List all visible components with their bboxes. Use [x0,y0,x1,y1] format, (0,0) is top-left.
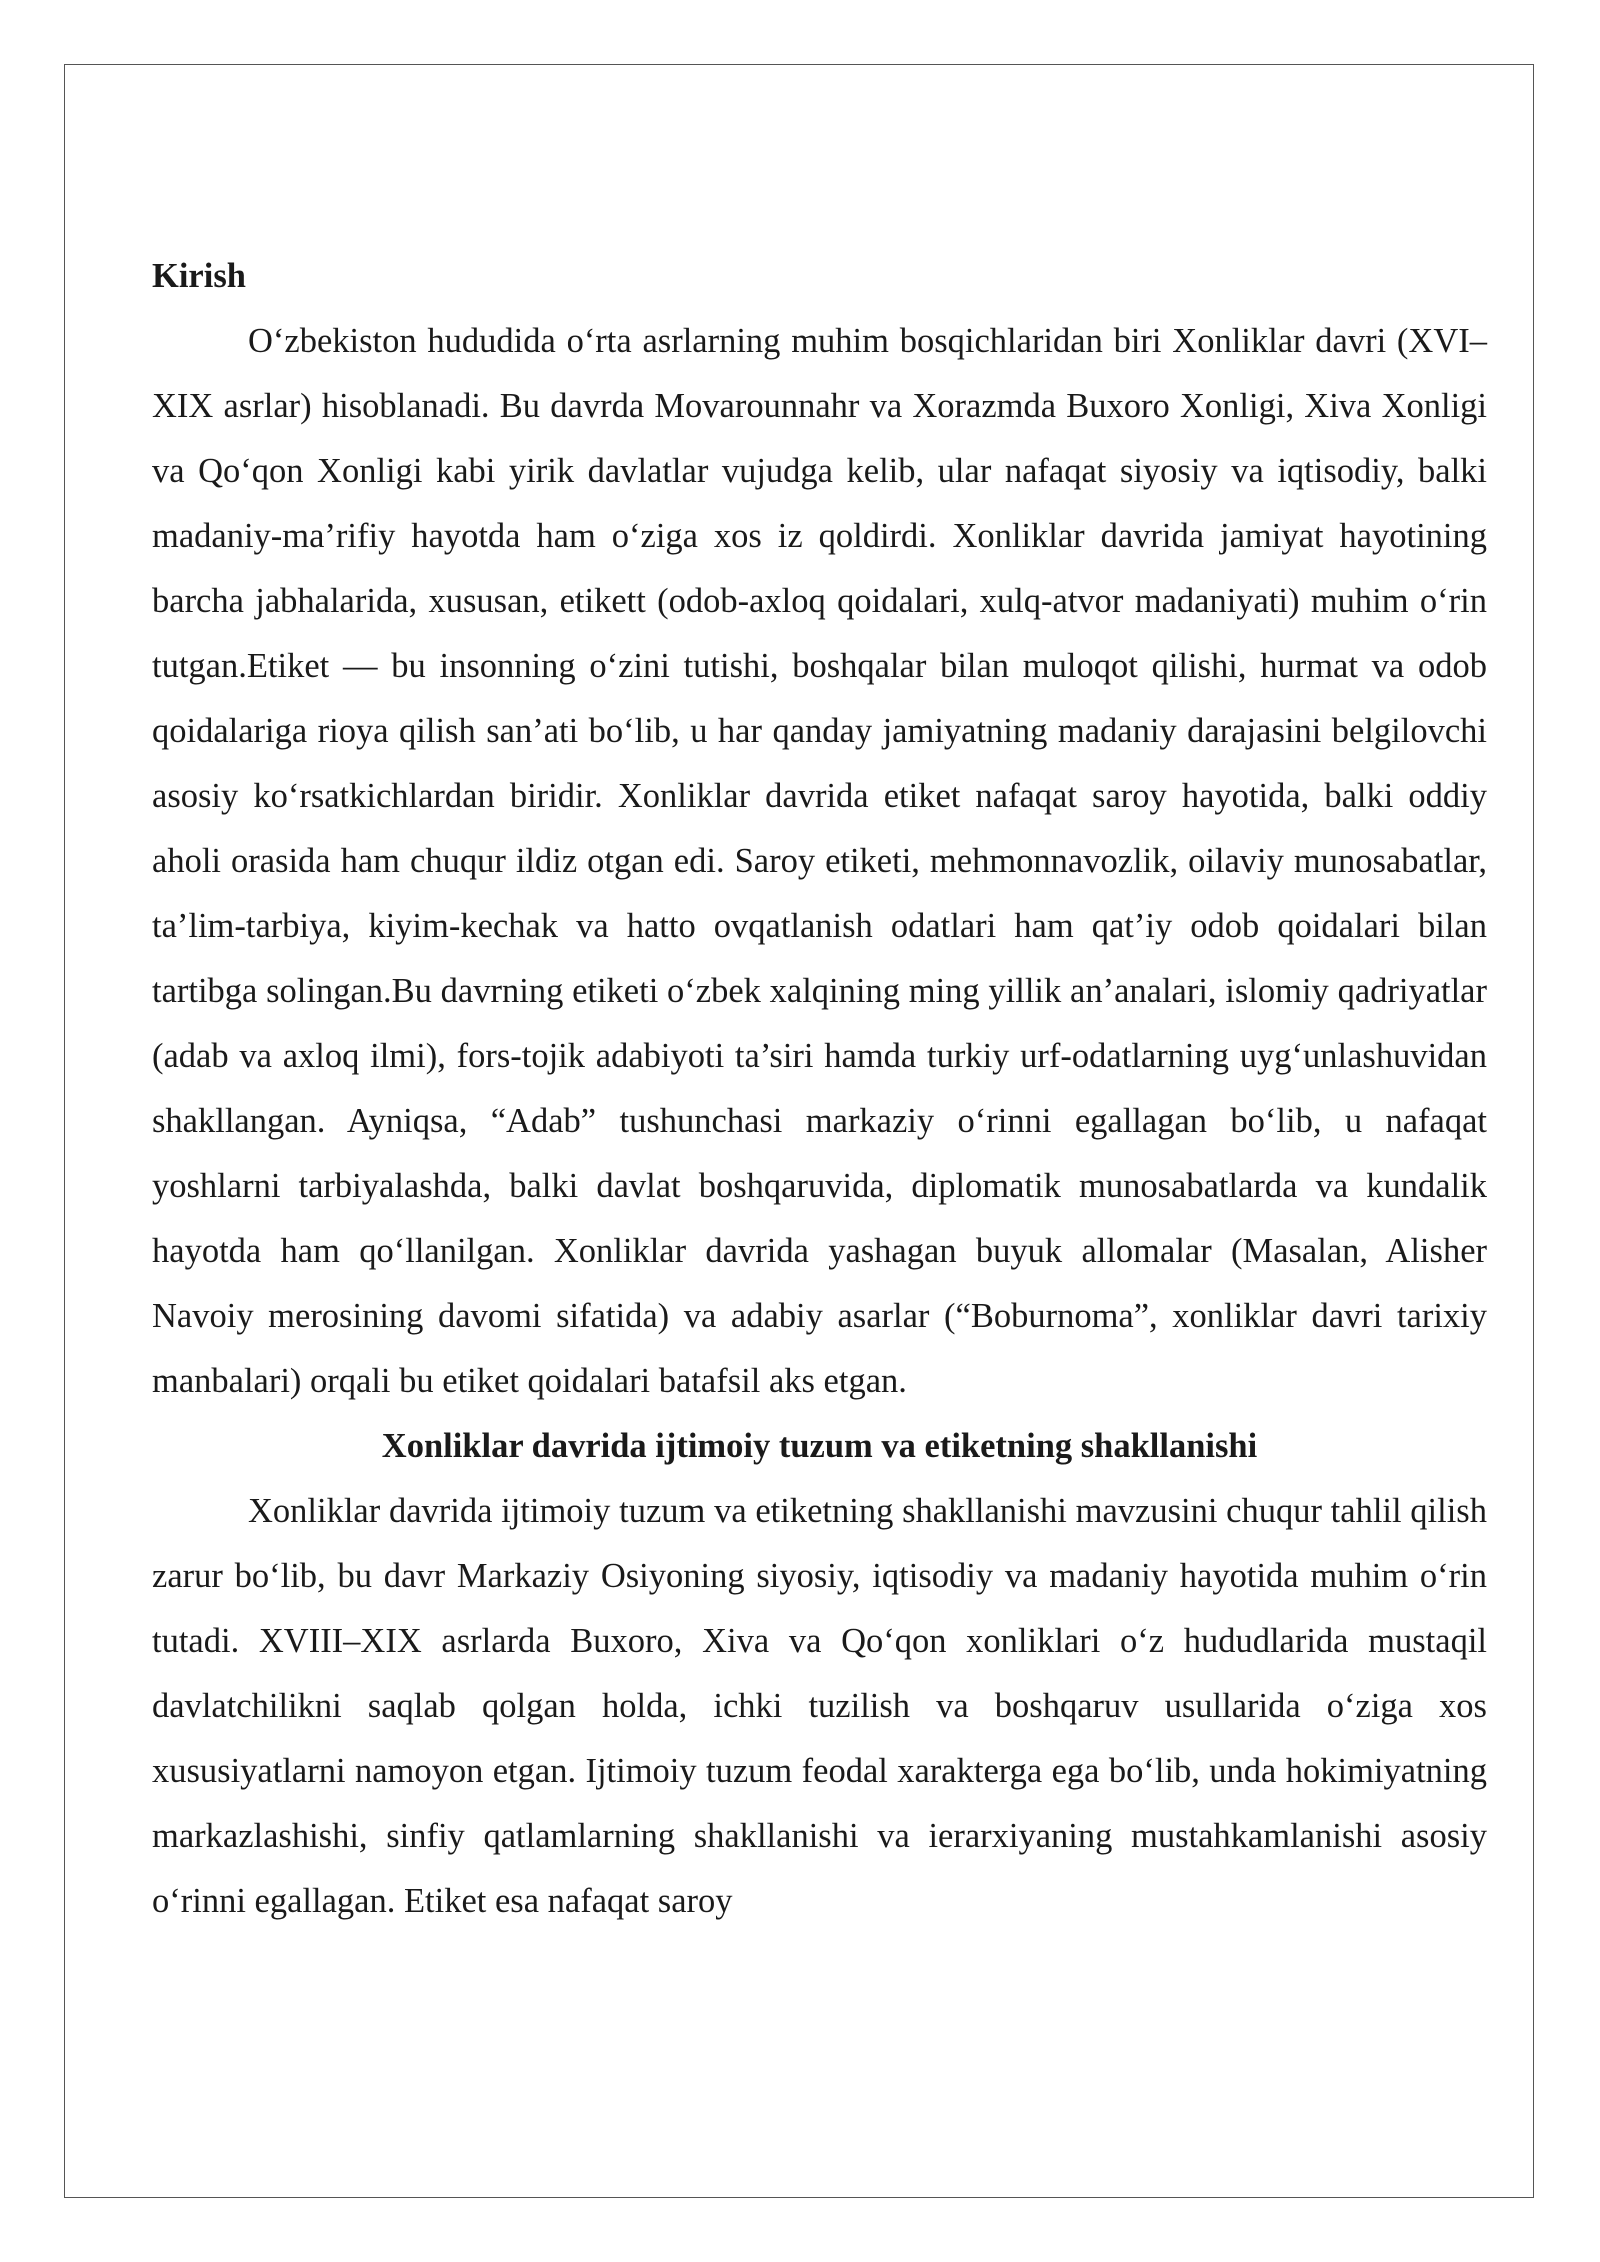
document-body [152,244,1487,1934]
social-structure-paragraph: Xonliklar davrida ijtimoiy tuzum va etiketning shakllanishi mavzusini chuqur tahlil qilish zarur bo‘lib, bu davr Markaziy Osiyoning siyosiy, iqtisodiy va madaniy hayotida muhim o‘rin tutadi. XVIII–XIX asrlarda Buxoro, Xiva va Qo‘qon xonliklari o‘z hududlarida mustaqil davlatchilikni saqlab qolgan holda, ichki tuzilish va boshqaruv usullarida o‘ziga xos xususiyatlarni namoyon etgan. Ijtimoiy tuzum feodal xarakterga ega bo‘lib, unda hokimiyatning markazlashishi, sinfiy qatlamlarning shakllanishi va ierarxiyaning mustahkamlanishi asosiy o‘rinni egallagan. Etiket esa nafaqat saroy [152,1492,1487,1920]
section-heading-kirish: Kirish [152,257,246,295]
intro-paragraph: O‘zbekiston hududida o‘rta asrlarning muhim bosqichlaridan biri Xonliklar davri (XVI–XIX asrlar) hisoblanadi. Bu davrda Movarounnahr va Xorazmda Buxoro Xonligi, Xiva Xonligi va Qo‘qon Xonligi kabi yirik davlatlar vujudga kelib, ular nafaqat siyosiy va iqtisodiy, balki madaniy-ma’rifiy hayotda ham o‘ziga xos iz qoldirdi. Xonliklar davrida jamiyat hayotining barcha jabhalarida, xususan, etikett (odob-axloq qoidalari, xulq-atvor madaniyati) muhim o‘rin tutgan.Etiket — bu insonning o‘zini tutishi, boshqalar bilan muloqot qilishi, hurmat va odob qoidalariga rioya qilish san’ati bo‘lib, u har qanday jamiyatning madaniy darajasini belgilovchi asosiy ko‘rsatkichlardan biridir. Xonliklar davrida etiket nafaqat saroy hayotida, balki oddiy aholi orasida ham chuqur ildiz otgan edi. Saroy etiketi, mehmonnavozlik, oilaviy munosabatlar, ta’lim-tarbiya, kiyim-kechak va hatto ovqatlanish odatlari ham qat’iy odob qoidalari bilan tartibga solingan.Bu davrning etiketi o‘zbek xalqining ming yillik an’analari, islomiy qadriyatlar (adab va axloq ilmi), fors-tojik adabiyoti ta’siri hamda turkiy urf-odatlarning uyg‘unlashuvidan shakllangan. Ayniqsa, “Adab” tushunchasi markaziy o‘rinni egallagan bo‘lib, u nafaqat yoshlarni tarbiyalashda, balki davlat boshqaruvida, diplomatik munosabatlarda va kundalik hayotda ham qo‘llanilgan. Xonliklar davrida yashagan buyuk allomalar (Masalan, Alisher Navoiy merosining davomi sifatida) va adabiy asarlar (“Boburnoma”, xonliklar davri tarixiy manbalari) orqali bu etiket qoidalari batafsil aks etgan. [152,322,1487,1400]
section-heading-social-structure: Xonliklar davrida ijtimoiy tuzum va etiketning shakllanishi [381,1427,1258,1465]
